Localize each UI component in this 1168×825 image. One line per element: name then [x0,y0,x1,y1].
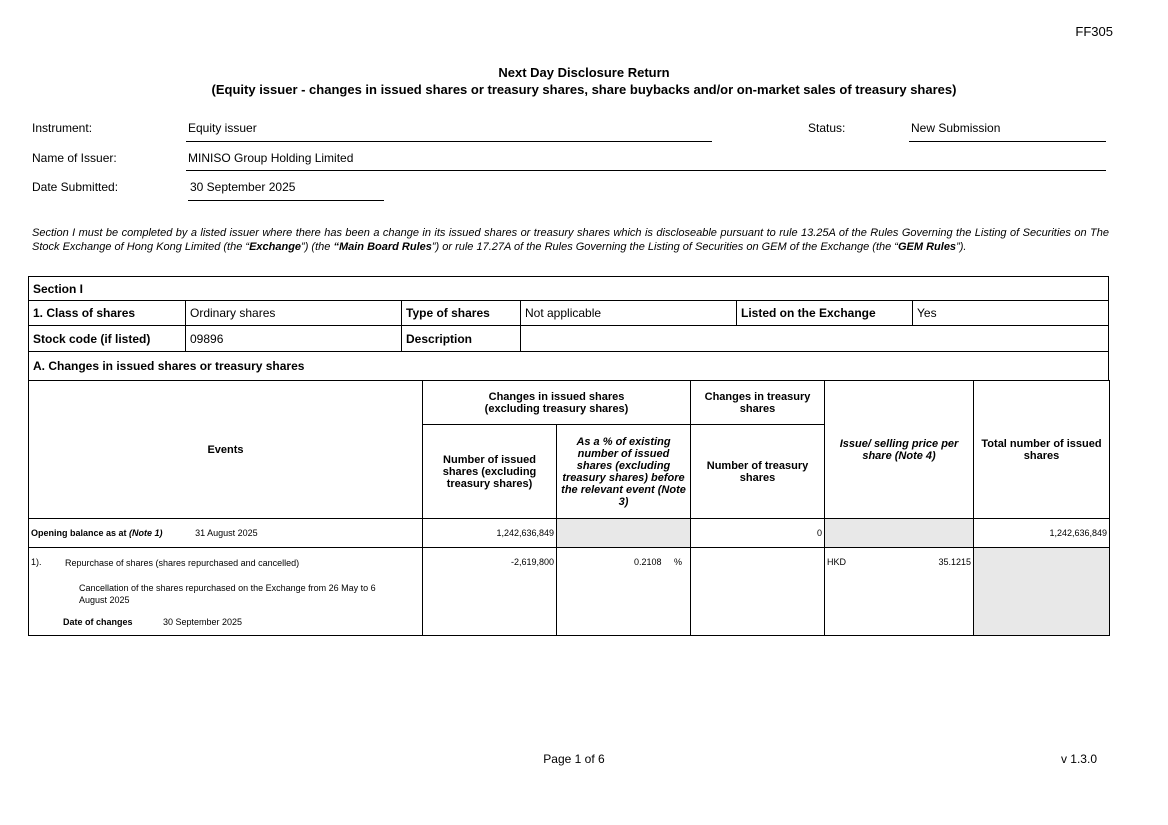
class-label: 1. Class of shares [29,301,186,325]
date-submitted-label: Date Submitted: [32,180,119,194]
changes-issued-header: Changes in issued shares (excluding treasury shares) [423,381,691,425]
section-title: Section I [33,281,84,296]
status-label: Status: [808,121,846,135]
event-price: 35.1215 [938,557,972,567]
opening-label: Opening balance as at [31,528,127,538]
issuer-label: Name of Issuer: [32,151,117,165]
document-title: Next Day Disclosure Return [498,65,670,80]
event-title: Repurchase of shares (shares repurchased and cancelled) [65,558,300,568]
class-value: Ordinary shares [186,301,402,325]
listed-value: Yes [917,306,937,320]
pct-existing-header: As a % of existing number of issued shares (excluding treasury shares) before the relevant event (Note 3) [557,425,691,519]
num-issued-header: Number of issued shares (excluding treasury shares) [423,425,557,519]
event-pct: 0.2108 [633,557,662,567]
opening-issued: 1,242,636,849 [423,519,557,548]
event-price-cell [825,548,974,636]
issue-price-header: Issue/ selling price per share (Note 4) [825,381,974,519]
description-value [521,326,1107,351]
document-subtitle: (Equity issuer - changes in issued shares or treasury shares, share buybacks and/or on-market sales of treasury shares) [211,82,957,97]
stock-row [28,325,1109,352]
event-pct-unit: % [674,557,683,567]
events-header: Events [29,381,423,519]
section-title-row [28,276,1109,301]
opening-date: 31 August 2025 [195,528,258,538]
num-treasury-header: Number of treasury shares [691,425,825,519]
listed-label: Listed on the Exchange [737,301,913,325]
opening-balance-cell [29,519,423,548]
class-row [28,300,1109,326]
changes-treasury-header: Changes in treasury shares [691,381,825,425]
description-label: Description [402,326,521,351]
event-issued-change: -2,619,800 [423,548,557,636]
version: v 1.3.0 [1060,752,1097,766]
stock-value: 09896 [186,326,402,351]
opening-treasury: 0 [691,519,825,548]
event-pct-cell [557,548,691,636]
event-treasury-blank [691,548,825,636]
opening-total: 1,242,636,849 [974,519,1110,548]
instrument-label: Instrument: [32,121,93,135]
event-total-blank [974,548,1110,636]
event-index: 1). [31,557,42,567]
event-cell [29,548,423,636]
stock-label: Stock code (if listed) [29,326,186,351]
event-date-value: 30 September 2025 [163,617,243,627]
event-description: Cancellation of the shares repurchased on the Exchange from 26 May to 6 August 2025 [79,583,376,605]
event-currency: HKD [827,557,847,567]
section-intro: Section I must be completed by a listed issuer where there has been a change in its issued shares or treasury shares which is discloseable pursuant to rule 13.25A of the Rules Governing the Listing of Securities on The Stock Exchange of Hong Kong Limited (the “Exchange”) (the “Main Board Rules”) or rule 17.27A of the Rules Governing the Listing of Securities on GEM of the Exchange (the “GEM Rules”). [32,227,1109,253]
opening-price-blank [825,519,974,548]
subsection-a-row [28,351,1109,381]
issuer-value: MINISO Group Holding Limited [186,151,1106,171]
opening-pct-blank [557,519,691,548]
form-code: FF305 [1075,24,1113,39]
page-number: Page 1 of 6 [543,752,605,766]
date-submitted-value: 30 September 2025 [188,180,384,201]
changes-table [28,380,1110,636]
status-value: New Submission [909,121,1106,142]
type-value: Not applicable [521,301,737,325]
opening-note: (Note 1) [129,528,163,538]
event-date-label: Date of changes [63,617,133,627]
subsection-a-title: A. Changes in issued shares or treasury shares [33,359,305,373]
total-issued-header: Total number of issued shares [974,381,1110,519]
instrument-value: Equity issuer [186,121,712,142]
type-label: Type of shares [402,301,521,325]
